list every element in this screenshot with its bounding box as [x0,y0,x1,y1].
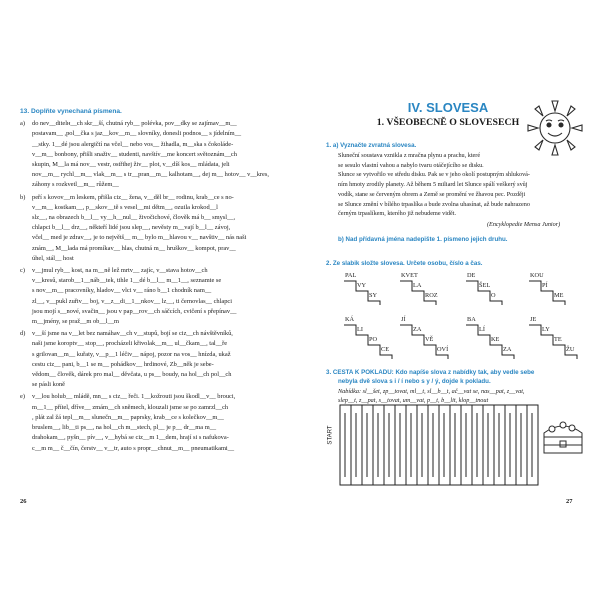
exercise-line [20,433,288,443]
line-text: slz__, na obrazech b__l__ vy__h__nul__ živočichové, člověk má b__ smysl__, [32,214,236,222]
line-text: s grilovan__m__ kuřaty, v__p__1 léčiv__ nápoj, pozor na vos__ hnízda, ukaž [32,350,231,358]
staircase [399,314,449,360]
exercise-line [20,254,288,264]
exercise-line [20,360,288,370]
exercise-line [20,403,288,413]
syllable: KOU [530,272,544,279]
staircase-steps [529,325,577,359]
ex1-line: se Slunce změní v bílého trpaslíka a bude zvolna uhasínat, až bude nahrazeno [338,200,530,208]
line-text: postavam__ ,pol__čka s jaz__kov__m__ slovníky, donesli podnos__ s jídelním__ [32,130,242,138]
syllable: SY [369,292,378,299]
syllable: O [491,292,496,299]
line-text: nov__m__ rychl__m__ vlak__m__ s tr__pran__m__ kalhotam__, dej m__ hotov__ v__kres, [32,171,269,179]
line-text: chlapci b__l__ drz__, někteří lidé jsou slep__, nevěsty m__vají b__l__ závoj, [32,224,231,232]
section-letter: c) [20,267,25,275]
exercise-line [20,444,288,454]
line-text: úhel, stál__ host [32,254,74,262]
exercise-13-title: 13. Doplňte vynechaná písmena. [20,108,122,115]
exercise-line [20,129,288,139]
exercise-line [20,350,288,360]
syllable: ŠEL [479,282,491,289]
exercise-13 [20,107,288,454]
exercise-line [20,233,288,243]
sun-illustration [526,97,584,159]
exercise-13-section [20,119,288,190]
line-text: drahokam__, pyšn__ pív__, v__hybá se ciz__m 1__dem, hrají si s nafukova- [32,434,229,442]
treasure-path-grid [322,403,540,489]
syllable: DE [467,272,476,279]
syllable: KVET [401,272,418,279]
start-label: START [327,425,334,445]
exercise-1-title: 1. a) Vyznačte zvratná slovesa. [326,142,417,149]
line-text: c__m m__ č__čín, čerstv__ v__tr, auto s propr__chnut__m__ pneumatikami__ [32,444,235,452]
exercise-line [20,286,288,296]
ex1-line: se sesulo vlastní vahou a nabylo tvaru otáčejícího se disku. [338,161,484,169]
exercise-line [20,213,288,223]
line-text: zl__, v__pukl zuřiv__ boj, v__z__di__1__nkov__ lz__, ti černovlas__ chlapci [32,297,233,305]
exercise-line [20,339,288,349]
syllable: ME [554,292,564,299]
line-text: v__m__ bonbony, přišli snaživ__ studenti, navštív__me koncert světoznám__ch [32,150,237,158]
syllable: PÍ [542,282,548,289]
ex1-line: ním hmoty zrodily planety. Až během 5 miliard let Slunce spálí veškerý svůj [338,181,528,189]
syllable: CE [381,346,390,353]
exercise-13-section [20,329,288,390]
section-letter: d) [20,330,26,338]
exercise-13-section [20,193,288,264]
ex1-line: vodík, stane se červeným obrem a Země se promění ve žhavou pec. Později [338,190,526,198]
section-letter: b) [20,193,26,201]
offer-line2: slep__t, z__pat, s__tovat, um__vat, p__t, b__lit, klop__tnout [338,397,489,404]
line-text: m__jmény, se praž__m ob__l__m [32,318,119,326]
exercise-3-title-line1: 3. CESTA K POKLADU: Kdo napíše slova z nabídky tak, aby vedle sebe [326,369,535,376]
offer-line1: Nabídka: sl__šet, zp__tovat, ml__t, sl__b__t, ač__vat se, nas__pat, z__vat, [338,388,525,395]
ex1-line: Sluneční soustava vznikla z mračna plynu a prachu, které [338,152,481,159]
syllable: LA [413,282,422,289]
exercise-line [20,193,288,203]
line-text: znám__, M__lada má promíkav__ hlas, chutná m__ hruškov__ kompot, prav__ [32,244,236,252]
ex1-line: Slunce se vytvořilo ve středu disku. Pak se v jeho okolí postupným shluková- [338,171,530,179]
syllable: VY [357,282,367,289]
staircase-steps [344,325,392,359]
exercise-line [20,119,288,129]
syllable: JÍ [401,316,406,323]
ex1-line: černým trpaslíkem, kterého již nebudeme vidět. [338,210,457,218]
syllable: LÍ [479,326,485,333]
syllable: ZA [413,326,422,333]
syllable: KÁ [345,316,355,323]
syllable: JE [530,316,537,323]
section-letter: e) [20,393,25,401]
syllable: VĚ [425,336,434,343]
exercise-1-source: (Encyklopedie Mensa Junior) [487,221,561,228]
line-text: peří s kovov__m leskem, přišla ciz__ žena, v__děl br__ rodinu, krab__ce s no- [32,193,234,201]
treasure-chest-illustration [538,415,588,457]
syllable: LY [542,326,550,333]
syllable: TE [554,336,562,343]
line-text: m__1__ přítel, dříve__ zmám__ch sněmech, klouzali jsme se po zamrzl__ch [32,403,229,411]
syllable: PO [369,336,378,343]
exercise-line [20,266,288,276]
line-text: v__kresů, starob__1__náb__tek, tihle 1__dé b__l__ m__1__, seznamte se [32,277,222,285]
staircase-steps [400,325,448,359]
line-text: naši jsme koroptv__ stop__, procházeli křivolak__m__ ul__čkam__, tal__ře [32,340,228,348]
exercise-line [20,180,288,190]
exercise-13-section [20,392,288,453]
chapter-title: IV. SLOVESA [407,100,489,115]
exercise-line [20,329,288,339]
line-text: v__lou holub__ mládě, mn__ s ciz__ řeči. 1__kožrouti jsou škodl__v__ brouci, [32,393,236,401]
exercise-line [20,317,288,327]
exercise-line [20,244,288,254]
section-letter: a) [20,120,25,128]
exercise-line [20,413,288,423]
exercise-1-text [338,151,588,219]
exercise-line [20,370,288,380]
exercise-1b-title: b) Nad přídavná jména nadepište 1. písmeno jejich druhu. [338,236,508,243]
exercise-line [20,150,288,160]
line-text: v__ší jsme na v__let bez namáhav__ch v__stupů, bojí se ciz__ch návštěvníků, [32,330,233,338]
line-text: jsou mojí s__nové, svačin__ jsou v pap__rov__ch sáčcích, cvičení s přepínav__ [32,307,237,315]
exercise-line [20,423,288,433]
line-text: záhony s rozkvetl__m__ růžem__ [32,181,119,189]
exercise-line [20,276,288,286]
exercise-line [20,307,288,317]
exercise-3-title-line2: nebyla dvě slova s i / í nebo s y / ý, dojde k pokladu. [338,378,491,385]
line-text: vědom__ člověk, dárek pro mal__ děvčata, u ps__ boudy, na hol__ch pol__ch [32,371,232,379]
line-text: v__m__ kostkam__, p__skov__tě s vesel__mi dětm__, ozuila krokod__l [32,203,218,211]
line-text: do nev__ditelн__ch skr__ší, chutná ryb__ polévka, pov__dky se zajímav__m__ [32,120,237,128]
syllable: PAL [345,272,357,279]
section-title: 1. VŠEOBECNĚ O SLOVESECH [376,117,520,128]
page-number-left: 26 [20,498,27,505]
exercise-line [20,140,288,150]
exercise-13-sections [20,119,288,454]
line-text: cestu ciz__ pani, b__1 se m__ pohádkov__ hrdinové, Zb__něk je sebe- [32,360,214,368]
line-text: , plát zal žá tepl__m__ slunečn__m__ paprsky, krab__ce s kolečkov__m__ [32,413,224,421]
exercise-line [20,160,288,170]
line-text: se pásli koně [32,381,66,389]
line-text: __stky. 1__dé jsou alergičtí na včel__ nebo vos__ žihadla, m__ska s čokoláde- [32,140,234,148]
exercise-line [20,297,288,307]
chapter-heading [338,100,558,128]
line-text: skupin, M__la má nov__ vestr, ostřihej živ__ plot, v__díš kos__ mládata, jeli [32,161,230,169]
line-text: bruslem__, lib__ti ps__, na hol__ch m__stech, pl__ je p__ dr__ma m__ [32,424,217,432]
syllable: LI [357,326,363,333]
line-text: včel__ med je zdrav__, je to největš__ m__ bylo m__hlavou v__ navštiv__ nás naši [32,234,247,242]
staircase-steps [466,325,514,359]
syllable: ZA [503,346,512,353]
syllable: ŽU [566,346,575,353]
syllable: ROZ [425,292,438,299]
syllable: OVÍ [437,346,449,353]
exercise-13-section [20,266,288,327]
page-number-right: 27 [566,498,573,505]
line-text: v__jmul ryb__ kost, na m__ně lež mrtv__ zajíc, v__stava hotov__ch [32,267,208,275]
syllable: KE [491,336,500,343]
exercise-line [20,380,288,390]
exercise-line [20,223,288,233]
exercise-2-title: 2. Ze slabik složte slovesa. Určete osobu, číslo a čas. [326,260,483,267]
exercise-line [20,170,288,180]
exercise-line [20,392,288,402]
line-text: s nov__m__ pracovníky, hladov__ vlci v__ ráno b__1 chodník nam__ [32,287,212,295]
exercise-line [20,203,288,213]
syllable: BA [467,316,476,323]
